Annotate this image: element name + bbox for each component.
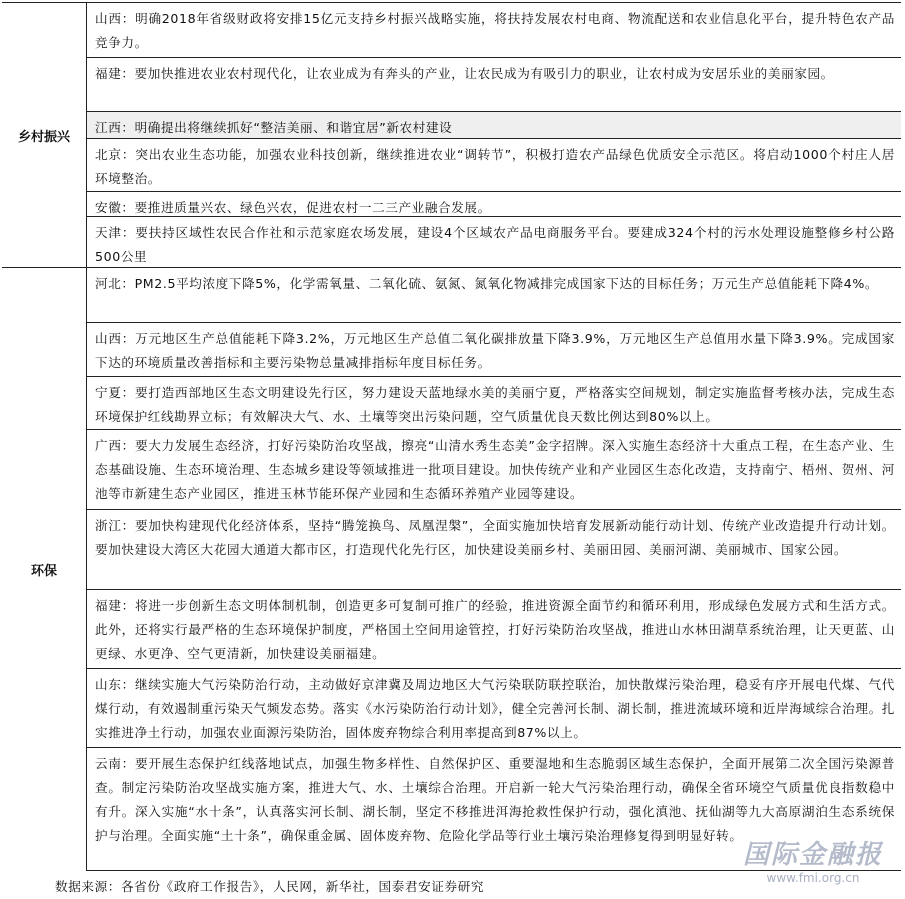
table-row: 福建：要加快推进农业农村现代化，让农业成为有奔头的产业，让农民成为有吸引力的职业，让农村成为安居乐业的美丽家园。 (87, 58, 901, 112)
table-row: 宁夏：要打造西部地区生态文明建设先行区，努力建设天蓝地绿水美的美丽宁夏，严格落实空间规划，制定实施监督考核办法，完成生态环境保护红线勘界立标；有效解决大气、水、土壤等突出污染问题，空气质量优良天数比例达到80%以上。 (87, 377, 901, 430)
section-label: 乡村振兴 (2, 3, 87, 268)
watermark-logo (743, 834, 883, 885)
policy-table (2, 2, 901, 870)
table-row: 山西：万元地区生产总值能耗下降3.2%，万元地区生产总值二氧化碳排放量下降3.9%，万元地区生产总值用水量下降3.9%。完成国家下达的环境质量改善指标和主要污染物总量减排指标年度目标任务。 (87, 323, 901, 377)
table-row: 江西：明确提出将继续抓好“整洁美丽、和谐宜居”新农村建设 (87, 112, 901, 139)
table-row: 云南：要开展生态保护红线落地试点，加强生物多样性、自然保护区、重要湿地和生态脆弱区域生态保护，全面开展第二次全国污染源普查。制定污染防治攻坚战实施方案，推进大气、水、土壤综合治理。开启新一轮大气污染治理行动，确保全省环境空气质量优良指数稳中有升。深入实施“水十条”，认真落实河长制、湖长制，坚定不移推进洱海抢救性保护行动，强化滇池、抚仙湖等九大高原湖泊生态系统保护与治理。全面实施“土十条”，确保重金属、固体废弃物、危险化学品等行业土壤污染治理修复得到明显好转。 (87, 748, 901, 871)
table-row: 安徽：要推进质量兴农、绿色兴农，促进农村一二三产业融合发展。 (87, 192, 901, 217)
section-label: 环保 (2, 268, 87, 871)
table-row: 福建：将进一步创新生态文明体制机制，创造更多可复制可推广的经验，推进资源全面节约和循环利用，形成绿色发展方式和生活方式。此外，还将实行最严格的生态环境保护制度，严格国土空间用途管控，打好污染防治攻坚战，推进山水林田湖草系统治理，让天更蓝、山更绿、水更净、空气更清新，加快建设美丽福建。 (87, 590, 901, 669)
table-row: 山东：继续实施大气污染防治行动，主动做好京津冀及周边地区大气污染联防联控联治，加快散煤污染治理，稳妥有序开展电代煤、气代煤行动，有效遏制重污染天气频发态势。落实《水污染防治行动计划》，健全完善河长制、湖长制，推进流域环境和近岸海域综合治理。扎实推进净土行动，加强农业面源污染防治，固体废弃物综合利用率提高到87%以上。 (87, 669, 901, 748)
section-environment (2, 267, 901, 871)
section-rural-revitalization (2, 2, 901, 268)
data-source-note: 数据来源：各省份《政府工作报告》，人民网，新华社，国泰君安证券研究 (55, 879, 485, 894)
table-row: 广西：要大力发展生态经济，打好污染防治攻坚战，擦亮“山清水秀生态美”金字招牌。深入实施生态经济十大重点工程，在生态产业、生态基础设施、生态环境治理、生态城乡建设等领域推进一批项目建设。加快传统产业和产业园区生态化改造，支持南宁、梧州、贺州、河池等市新建生态产业园区，推进玉林节能环保产业园和生态循环养殖产业园等建设。 (87, 430, 901, 510)
table-row: 北京：突出农业生态功能，加强农业科技创新，继续推进农业“调转节”，积极打造农产品绿色优质安全示范区。将启动1000个村庄人居环境整治。 (87, 139, 901, 192)
table-row: 天津：要扶持区域性农民合作社和示范家庭农场发展，建设4个区域农产品电商服务平台。要建成324个村的污水处理设施整修乡村公路500公里 (87, 217, 901, 268)
table-row: 浙江：要加快构建现代化经济体系，坚持“腾笼换鸟、凤凰涅槃”，全面实施加快培育发展新动能行动计划、传统产业改造提升行动计划。要加快建设大湾区大花园大通道大都市区，打造现代化先行区，加快建设美丽乡村、美丽田园、美丽河湖、美丽城市、国家公园。 (87, 510, 901, 590)
table-row: 河北：PM2.5平均浓度下降5%，化学需氧量、二氧化硫、氨氮、氮氧化物减排完成国家下达的目标任务；万元生产总值能耗下降4%。 (87, 268, 901, 323)
watermark-text: 国际金融报 (742, 840, 883, 870)
watermark-url: www.fmi.org.cn (766, 871, 860, 885)
table-row: 山西：明确2018年省级财政将安排15亿元支持乡村振兴战略实施，将扶持发展农村电商、物流配送和农业信息化平台，提升特色农产品竞争力。 (87, 3, 901, 58)
